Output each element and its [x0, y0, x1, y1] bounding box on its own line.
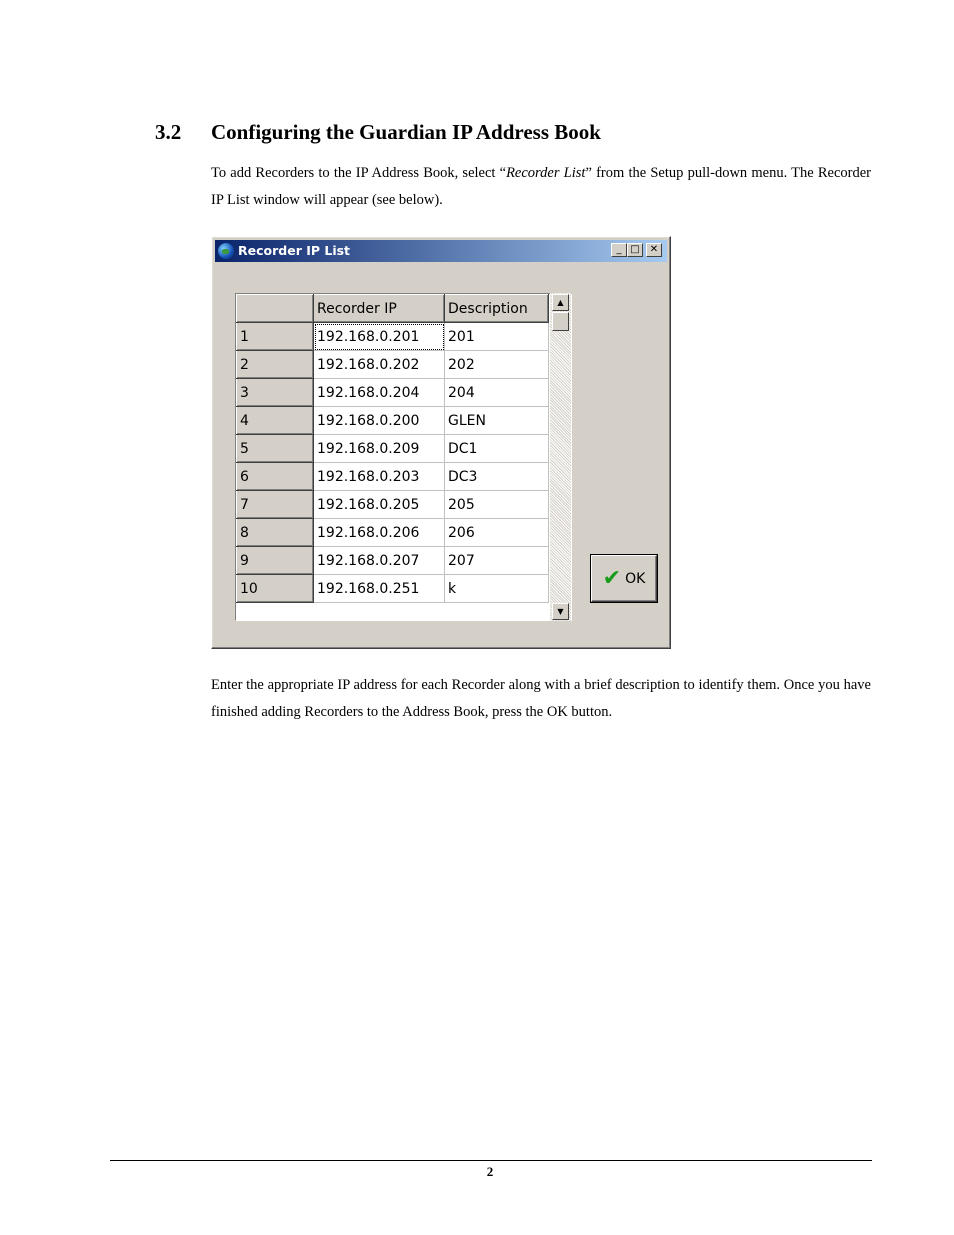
checkmark-icon: ✔	[602, 565, 622, 591]
recorder-ip-cell[interactable]: 192.168.0.209	[314, 435, 445, 463]
description-cell[interactable]: 206	[445, 519, 549, 547]
section-title: Configuring the Guardian IP Address Book	[211, 120, 601, 144]
row-number: 5	[237, 435, 314, 463]
intro-text-end: ” from the Setup pull-down menu. The Recorder IP List window will appear (see below).	[211, 165, 872, 208]
recorder-ip-cell[interactable]: 192.168.0.251	[314, 575, 445, 603]
table-row[interactable]	[237, 407, 549, 435]
recorder-ip-cell[interactable]: 192.168.0.205	[314, 491, 445, 519]
row-number: 1	[237, 323, 314, 351]
description-cell[interactable]: DC3	[445, 463, 549, 491]
table-row[interactable]	[237, 547, 549, 575]
minimize-icon: _	[616, 244, 622, 255]
page-number: 2	[486, 1164, 494, 1179]
row-number: 4	[237, 407, 314, 435]
close-button[interactable]	[646, 243, 662, 257]
row-number: 10	[237, 575, 314, 603]
table-row[interactable]	[237, 463, 549, 491]
table-row[interactable]	[237, 491, 549, 519]
row-number: 7	[237, 491, 314, 519]
recorder-ip-cell[interactable]: 192.168.0.204	[314, 379, 445, 407]
maximize-icon: □	[630, 244, 640, 255]
row-number: 9	[237, 547, 314, 575]
scroll-up-button[interactable]	[552, 294, 569, 311]
row-number: 2	[237, 351, 314, 379]
close-icon: ✕	[649, 244, 659, 255]
intro-paragraph	[211, 160, 871, 214]
header-recorder-ip[interactable]: Recorder IP	[314, 295, 445, 323]
recorder-ip-cell[interactable]: 192.168.0.207	[314, 547, 445, 575]
description-cell[interactable]: DC1	[445, 435, 549, 463]
maximize-button[interactable]	[627, 243, 643, 257]
ok-label: OK	[625, 570, 646, 587]
intro-text-start: To add Recorders to the IP Address Book, select “	[211, 165, 507, 181]
globe-icon	[218, 243, 234, 259]
arrow-down-icon: ▼	[557, 607, 564, 616]
row-number: 6	[237, 463, 314, 491]
table-row[interactable]	[237, 435, 549, 463]
ok-button[interactable]	[591, 555, 657, 602]
description-cell[interactable]: 201	[445, 323, 549, 351]
section-heading	[155, 120, 601, 145]
description-cell[interactable]: 205	[445, 491, 549, 519]
title-bar[interactable]	[215, 240, 667, 262]
arrow-up-icon: ▲	[557, 298, 564, 307]
row-number: 3	[237, 379, 314, 407]
recorder-ip-cell[interactable]: 192.168.0.201	[314, 323, 445, 351]
vertical-scrollbar[interactable]	[550, 293, 571, 621]
window-title: Recorder IP List	[238, 243, 351, 258]
table-row[interactable]	[237, 379, 549, 407]
section-number: 3.2	[155, 120, 182, 144]
table-row[interactable]	[237, 323, 549, 351]
scroll-thumb[interactable]	[552, 312, 569, 331]
recorder-ip-cell[interactable]: 192.168.0.206	[314, 519, 445, 547]
grid-header-row	[237, 295, 549, 323]
table-row[interactable]	[237, 351, 549, 379]
recorder-ip-list-window	[211, 236, 671, 649]
description-cell[interactable]: 202	[445, 351, 549, 379]
row-number: 8	[237, 519, 314, 547]
recorder-ip-cell[interactable]: 192.168.0.202	[314, 351, 445, 379]
description-cell[interactable]: 207	[445, 547, 549, 575]
description-cell[interactable]: 204	[445, 379, 549, 407]
header-description[interactable]: Description	[445, 295, 549, 323]
header-corner	[237, 295, 314, 323]
table-row[interactable]	[237, 575, 549, 603]
scroll-down-button[interactable]	[552, 603, 569, 620]
recorder-ip-cell[interactable]: 192.168.0.203	[314, 463, 445, 491]
minimize-button[interactable]	[611, 243, 627, 257]
table-row[interactable]	[237, 519, 549, 547]
description-cell[interactable]: k	[445, 575, 549, 603]
footer-rule	[110, 1160, 872, 1161]
recorder-grid[interactable]	[235, 293, 572, 621]
intro-emphasis: Recorder List	[506, 165, 586, 181]
description-cell[interactable]: GLEN	[445, 407, 549, 435]
closing-paragraph: Enter the appropriate IP address for each Recorder along with a brief description to identify them. Once you have finished adding Recorders to the Address Book, press the OK button.	[211, 677, 871, 720]
recorder-ip-cell[interactable]: 192.168.0.200	[314, 407, 445, 435]
